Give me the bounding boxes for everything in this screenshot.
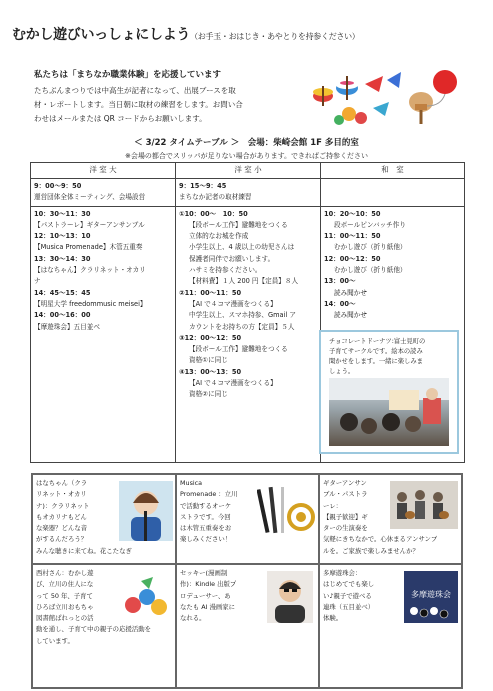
large-room-detail: 【明星大学 freedommusic meisei】 xyxy=(34,299,147,308)
hana-portrait xyxy=(119,481,173,541)
profile-musica xyxy=(176,474,319,564)
profile-line: ひろば立川おもちゃ xyxy=(36,602,94,611)
morning-time: 9：00～9：50 xyxy=(34,182,82,190)
profile-line: はじめてでも楽し xyxy=(323,580,375,589)
japanese-room-detail: 段ボールピンバッチ作り xyxy=(334,220,406,229)
guitar-ensemble-photo xyxy=(390,481,458,529)
large-room-time: 14：45～15：45 xyxy=(34,288,91,297)
profile-line: がするんだろう？ xyxy=(36,535,88,544)
otedama-icon xyxy=(342,107,356,121)
large-room-time: 14：00～16：00 xyxy=(34,311,91,320)
large-room-time: 13：30～14：30 xyxy=(34,254,91,263)
kids-line: 子育てサークルです。絵本の読み xyxy=(329,348,423,355)
tamayu-logo xyxy=(404,571,458,623)
profile-line: 動を通し、子育て中の親子の応援活動を xyxy=(36,625,152,634)
origami-crane-icon xyxy=(365,76,383,92)
profile-line: 作)：Kindle 出版プ xyxy=(180,580,237,589)
japanese-room-detail: むかし遊び（折り紙他） xyxy=(334,266,407,275)
intro-body xyxy=(34,84,304,126)
profile-line: みんな聴きに来てね。花こたなぎ xyxy=(36,546,132,555)
profile-line: ターの生演奏を xyxy=(323,524,368,533)
small-room-detail: カウントをお持ちの方【定員】５人 xyxy=(189,322,295,331)
profile-line: リネット・オカリ xyxy=(36,490,87,499)
morning-practice-cell xyxy=(176,179,321,207)
japanese-room-time: 14：00～ xyxy=(324,299,356,308)
intro-line: たちぶんまつりでは中高生が記者になって、出展ブースを取 xyxy=(34,86,236,95)
sekki-portrait xyxy=(267,571,313,623)
small-room-detail: 【AI で４コマ漫画をつくる】 xyxy=(189,379,277,388)
japanese-room-time: 10：20～10：50 xyxy=(324,209,381,218)
profile-line: もオカリナもどん xyxy=(36,512,87,521)
reading-event-photo xyxy=(329,378,449,446)
large-room-schedule xyxy=(31,206,176,462)
slipper-notice: ※会場の都合でスリッパが足りない場合があります。できればご持参ください xyxy=(124,152,369,160)
profile-line: 図書館ぱれっとの活 xyxy=(36,614,94,623)
profile-line: ストラです。今回 xyxy=(180,512,231,521)
profile-line: って 50 年、子育て xyxy=(36,591,93,600)
small-room-detail: 【材料費】１人 200 円【定員】８人 xyxy=(189,277,299,286)
profile-line: はなちゃん（クラ xyxy=(36,479,88,487)
profile-line: ナ)：クラリネット xyxy=(36,501,90,510)
profile-line: 体験。 xyxy=(323,614,343,623)
profile-line: ブル・パストラ xyxy=(323,490,368,499)
timetable-heading: ＜ 3/22 タイムテーブル ＞ 会場：柴崎会館 1F 多目的室 xyxy=(134,138,359,148)
small-room-detail: 保護者同伴でお願いします。 xyxy=(189,254,275,263)
large-room-detail: 【パストラーレ】ギターアンサンブル xyxy=(34,220,145,229)
profile-line: ルを。ご家族で楽しみませんか？ xyxy=(323,546,419,555)
japanese-room-detail: 読み聞かせ xyxy=(334,288,367,297)
large-room-detail: 【Musica Promenade】木管五重奏 xyxy=(34,243,143,252)
profile-line: 【親子歓迎】ギ xyxy=(323,512,368,521)
small-room-time: ③12：00～12：50 xyxy=(179,333,242,342)
tamayu-logo-text: 多摩遊珠会 xyxy=(411,590,451,599)
morning-desc: 運営団体全体ミーティング、会場設営 xyxy=(34,193,146,202)
small-room-detail: 小学生以上、4 歳以上の幼児さんは xyxy=(189,243,295,252)
japanese-room-time: 11：00～11：50 xyxy=(324,232,381,241)
profile-sekki xyxy=(176,564,319,688)
small-room-schedule xyxy=(176,206,321,462)
profile-line: 連珠（五目並べ） xyxy=(323,602,375,611)
small-room-time: ①10：00～ 10：50 xyxy=(179,209,248,218)
small-room-detail: 中学生以上、スマホ持参、Gmail ア xyxy=(189,311,296,320)
profile-nishimura xyxy=(32,564,176,688)
small-room-detail: ハサミを持参ください。 xyxy=(189,266,262,275)
column-header-japanese-room: 和 室 xyxy=(321,163,465,179)
profile-line: 多摩遊珠会： xyxy=(323,569,362,577)
otedama-toys-icon xyxy=(119,575,173,625)
intro-heading: 私たちは「まちなか職業体験」を応援しています xyxy=(34,70,222,80)
small-room-time: ④13：00～13：50 xyxy=(179,367,242,376)
profile-line: 楽しみください！ xyxy=(180,535,232,544)
morning-empty-cell xyxy=(321,179,465,207)
profile-line: び、立川の住人にな xyxy=(36,580,94,589)
woodwind-instruments-icon xyxy=(257,483,315,537)
large-room-time: 10：30～11：30 xyxy=(34,209,91,218)
profiles-grid xyxy=(31,473,463,689)
large-room-detail: 【摩遊珠会】五目並べ xyxy=(34,322,100,331)
large-room-time: 12：10～13：10 xyxy=(34,232,91,241)
morning-time: 9：15～9：45 xyxy=(179,182,227,190)
profile-line: い♪親子で遊べる xyxy=(323,591,372,600)
profile-line: Musica xyxy=(180,479,203,487)
page-subtitle: （お手玉・おはじき・あやとりを持参ください） xyxy=(190,32,360,41)
japanese-room-detail: 読み聞かせ xyxy=(334,311,367,320)
profile-line: セッキー(漫画制 xyxy=(180,569,228,577)
profile-hana xyxy=(32,474,176,564)
profile-line: は木管五重奏をお xyxy=(180,524,232,533)
kendama-ball-icon xyxy=(433,70,457,94)
kids-reading-box xyxy=(319,330,459,454)
large-room-detail: 【はなちゃん】クラリネット・オカリ xyxy=(34,266,146,275)
profile-line: 西村さん：むかし遊 xyxy=(36,569,94,577)
profile-line: なたも AI 漫画家に xyxy=(180,602,236,611)
profile-line: ロデューサー、あ xyxy=(180,591,231,600)
profile-line: なれる。 xyxy=(180,614,206,623)
small-room-time: ②11：00～11：50 xyxy=(179,288,242,297)
small-room-detail: 資格①に同じ xyxy=(189,356,228,365)
profile-tamayu xyxy=(319,564,462,688)
kids-line: 聞かせをします。一緒に楽しみま xyxy=(329,358,423,365)
intro-line: わせはメールまたは QR コードからお願いします。 xyxy=(34,114,207,123)
profile-line: しています。 xyxy=(36,636,74,645)
profile-line: な楽器？どんな音 xyxy=(36,524,88,533)
small-room-detail: 立体的なお城を作成 xyxy=(189,232,249,241)
japanese-room-time: 12：00～12：50 xyxy=(324,254,381,263)
kids-line: しょう。 xyxy=(329,368,355,375)
profile-line: ーレ： xyxy=(323,501,343,510)
page-title: むかし遊びいっしょにしよう（お手玉・おはじき・あやとりを持参ください） xyxy=(12,27,360,43)
profile-line: で活動するオーケ xyxy=(180,501,232,510)
japanese-room-detail: むかし遊び（折り紙他） xyxy=(334,243,407,252)
traditional-toys-illustration xyxy=(303,62,468,130)
morning-meeting-cell xyxy=(31,179,176,207)
morning-desc: まちなか記者の取材練習 xyxy=(179,193,252,202)
japanese-room-time: 13：00～ xyxy=(324,277,356,286)
small-room-detail: 資格②に同じ xyxy=(189,390,228,399)
column-header-small-room: 洋 室 小 xyxy=(176,163,321,179)
profile-line: 気軽にきちなかで。心休まるアンサンブ xyxy=(323,535,438,544)
profile-line: Promenade ：立川 xyxy=(180,490,238,499)
profile-guitar-ensemble xyxy=(319,474,462,564)
small-room-detail: 【段ボール工作】避難地をつくる xyxy=(189,345,288,354)
column-header-large-room: 洋 室 大 xyxy=(31,163,176,179)
kids-line: チョコレートドーナツ:富士見町の xyxy=(329,338,426,345)
small-room-detail: 【段ボール工作】避難地をつくる xyxy=(189,220,288,229)
large-room-detail: ナ xyxy=(34,277,41,286)
profile-line: ギターアンサン xyxy=(323,479,367,487)
small-room-detail: 【AI で４コマ漫画をつくる】 xyxy=(189,299,277,308)
intro-line: 材・レポートします。当日朝に取材の練習をします。お問い合 xyxy=(34,100,243,109)
